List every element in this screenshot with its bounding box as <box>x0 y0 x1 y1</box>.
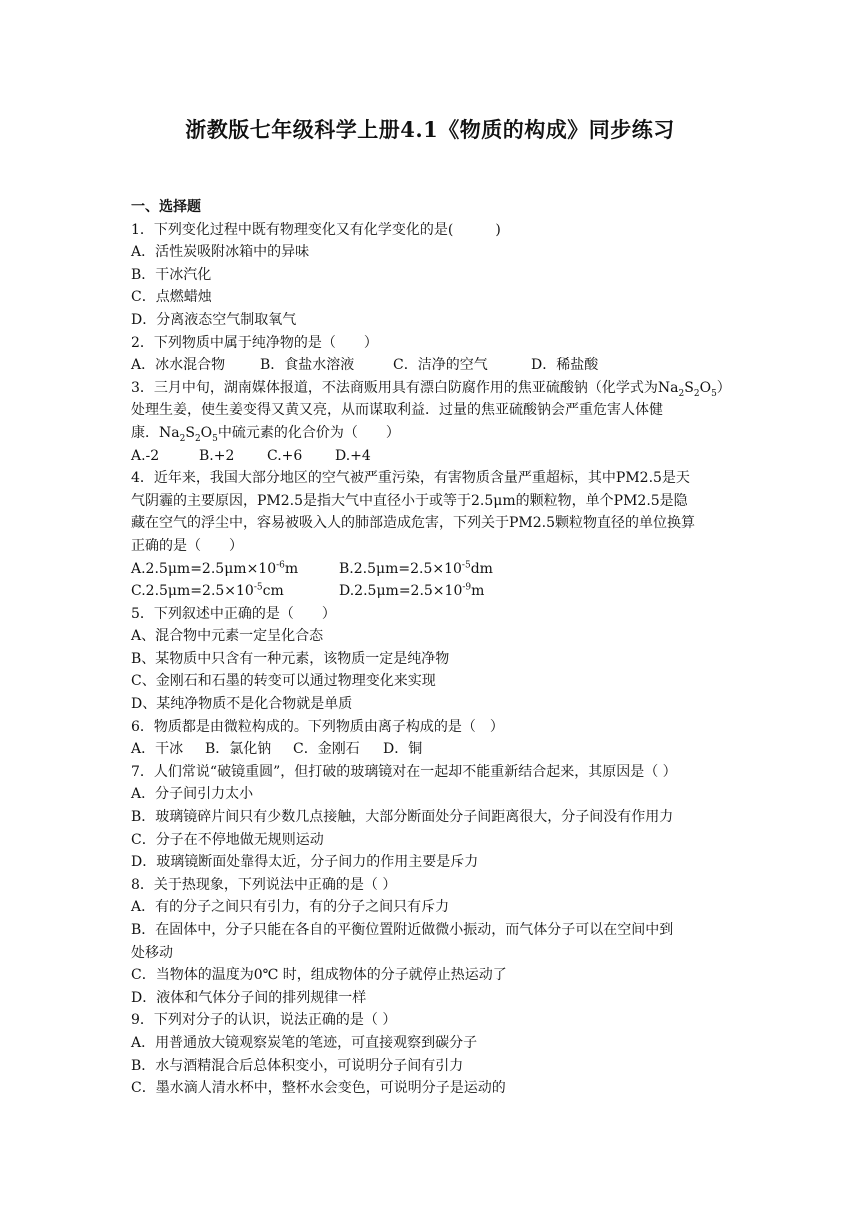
q6-option-c: C．金刚石 <box>293 741 360 758</box>
q9-option-b: B．水与酒精混合后总体积变小，可说明分子间有引力 <box>131 1057 464 1074</box>
q4-text: D.2.5μm=2.5×10 <box>339 583 463 600</box>
q5-option-a: A、混合物中元素一定呈化合态 <box>131 628 324 645</box>
q8-option-a: A．有的分子之间只有引力，有的分子之间只有斥力 <box>131 899 450 916</box>
q6-option-b: B．氯化钠 <box>205 741 272 758</box>
q9-option-c: C．墨水滴人清水杯中，整杯水会变色，可说明分子是运动的 <box>131 1080 506 1097</box>
q6-options <box>131 738 731 761</box>
q3-line-2: 处理生姜，使生姜变得又黄又亮，从而谋取利益．过量的焦亚硫酸钠会严重危害人体健 <box>131 402 663 419</box>
q3-text: S <box>684 379 694 396</box>
q3-text: 中硫元素的化合价为（ ） <box>217 424 400 441</box>
q4-option-d <box>339 580 484 603</box>
q7-option-a: A．分子间引力太小 <box>131 786 254 803</box>
subscript: 2 <box>678 388 685 399</box>
q9-stem: 9．下列对分子的认识，说法正确的是（ ） <box>131 1012 397 1029</box>
q5-stem: 5．下列叙述中正确的是（ ） <box>131 605 336 622</box>
q2-option-a: A．冰水混合物 <box>131 357 226 374</box>
q6-option-a: A．干冰 <box>131 741 184 758</box>
q3-line-3 <box>131 422 731 445</box>
q4-line-4: 正确的是（ ） <box>131 537 243 554</box>
q3-option-a: A.-2 <box>131 447 160 464</box>
q7-option-b: B．玻璃镜碎片间只有少数几点接触，大部分断面处分子间距离很大，分子间没有作用力 <box>131 809 674 826</box>
q1-option-d: D．分离液态空气制取氧气 <box>131 311 297 328</box>
subscript: 2 <box>194 433 201 444</box>
q3-text: ） <box>716 379 731 396</box>
q4-text: m <box>471 583 485 600</box>
q5-option-d: D、某纯净物质不是化合物就是单质 <box>131 696 353 713</box>
q3-option-d: D.+4 <box>335 447 371 464</box>
q4-text: m <box>284 560 299 577</box>
superscript: -5 <box>461 559 471 570</box>
q2-option-c: C．洁净的空气 <box>393 357 488 374</box>
q4-text: A.2.5μm=2.5μm×10 <box>131 560 277 577</box>
q3-option-b: B.+2 <box>199 447 235 464</box>
q4-line-1: 4．近年来，我国大部分地区的空气被严重污染，有害物质含量严重超标，其中PM2.5是天 <box>131 470 690 487</box>
q4-text: dm <box>470 560 493 577</box>
q4-option-b <box>339 558 493 581</box>
document-title: 浙教版七年级科学上册4.1《物质的构成》同步练习 <box>185 117 675 142</box>
q7-stem: 7．人们常说“破镜重圆”，但打破的玻璃镜对在一起却不能重新结合起来，其原因是（ ） <box>131 763 677 780</box>
q5-option-c: C、金刚石和石墨的转变可以通过物理变化来实现 <box>131 673 436 690</box>
subscript: 2 <box>179 433 186 444</box>
q3-text: O <box>200 424 213 441</box>
q2-option-d: D．稀盐酸 <box>531 357 599 374</box>
q6-option-d: D．铜 <box>383 741 423 758</box>
question-list <box>131 196 731 1100</box>
q8-option-c: C．当物体的温度为0℃ 时，组成物体的分子就停止热运动了 <box>131 967 507 984</box>
q3-text: S <box>185 424 195 441</box>
q4-text: C.2.5μm=2.5×10 <box>131 583 254 600</box>
superscript: -5 <box>253 582 263 593</box>
superscript: -6 <box>276 559 285 570</box>
q8-option-b-line-2: 处移动 <box>131 944 173 961</box>
q4-option-c <box>131 580 339 603</box>
q4-line-2: 气阴霾的主要原因，PM2.5是指大气中直径小于或等于2.5μm的颗粒物，单个PM2.5是隐 <box>131 492 688 509</box>
subscript: 5 <box>711 388 717 399</box>
q8-option-d: D．液体和气体分子间的排列规律一样 <box>131 989 367 1006</box>
subscript: 2 <box>693 388 700 399</box>
q3-text: O <box>699 379 712 396</box>
q2-options <box>131 354 731 377</box>
q2-option-b: B．食盐水溶液 <box>260 357 355 374</box>
q4-text: B.2.5μm=2.5×10 <box>339 560 462 577</box>
superscript: -9 <box>462 582 472 593</box>
q3-text: 3．三月中旬，湖南媒体报道，不法商贩用具有漂白防腐作用的焦亚硫酸钠（化学式为Na <box>131 379 679 396</box>
q9-option-a: A．用普通放大镜观察炭笔的笔迹，可直接观察到碳分子 <box>131 1034 478 1051</box>
q3-line-1 <box>131 377 731 400</box>
q5-option-b: B、某物质中只含有一种元素，该物质一定是纯净物 <box>131 650 450 667</box>
q4-line-3: 藏在空气的浮尘中，容易被吸入人的肺部造成危害，下列关于PM2.5颗粒物直径的单位换算 <box>131 515 696 532</box>
q3-option-c: C.+6 <box>267 447 303 464</box>
q3-text: 康．Na <box>131 424 180 441</box>
q1-option-b: B．干冰汽化 <box>131 266 212 283</box>
q4-option-a <box>131 558 339 581</box>
section-heading: 一、选择题 <box>131 199 201 215</box>
q4-options-row-1 <box>131 558 731 581</box>
q3-options <box>131 445 731 468</box>
q8-stem: 8．关于热现象，下列说法中正确的是（ ） <box>131 876 397 893</box>
q1-option-a: A．活性炭吸附冰箱中的异味 <box>131 244 310 261</box>
q2-stem: 2．下列物质中属于纯净物的是（ ） <box>131 334 378 351</box>
q7-option-d: D．玻璃镜断面处靠得太近，分子间力的作用主要是斥力 <box>131 854 479 871</box>
subscript: 5 <box>212 433 218 444</box>
q7-option-c: C．分子在不停地做无规则运动 <box>131 831 324 848</box>
q1-stem: 1．下列变化过程中既有物理变化又有化学变化的是( ) <box>131 221 501 238</box>
q4-text: cm <box>262 583 284 600</box>
q6-stem: 6．物质都是由微粒构成的。下列物质由离子构成的是（ ） <box>131 718 504 735</box>
q4-options-row-2 <box>131 580 731 603</box>
q8-option-b-line-1: B．在固体中，分子只能在各自的平衡位置附近做微小振动，而气体分子可以在空间中到 <box>131 922 674 938</box>
q1-option-c: C．点燃蜡烛 <box>131 289 212 306</box>
